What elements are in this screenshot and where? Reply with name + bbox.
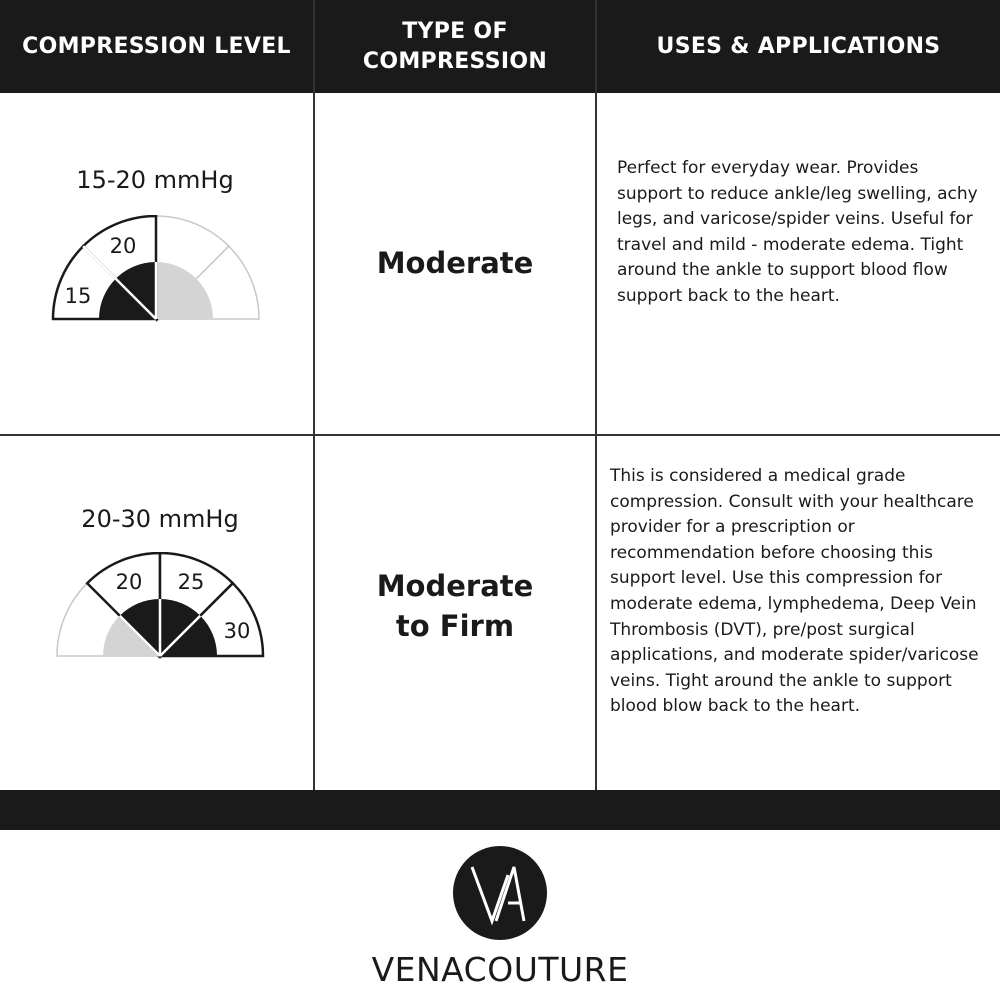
- row2-gauge-label-20: 20: [115, 570, 143, 594]
- row2-gauge-icon: [54, 552, 266, 660]
- row2-description: This is considered a medical grade compression. Consult with your healthcare provider for a prescription or recommendation before choosing this support level. Use this compression for moderate edema, lymphedema, Deep Vein Thrombosis (DVT), pre/post surgical applications, and moderate spider/varicose veins. Tight around the ankle to support blood blow back to the heart.: [610, 466, 979, 717]
- brand-name-part2: COUTURE: [463, 950, 629, 989]
- row2-compression-type: Moderate to Firm: [376, 569, 534, 643]
- row2-gauge-label-30: 30: [223, 619, 251, 643]
- row1-compression-level: 15-20 mmHg: [76, 166, 234, 194]
- header-type-of-compression: TYPE OF COMPRESSION: [362, 18, 548, 74]
- header-uses-applications: USES & APPLICATIONS: [656, 33, 941, 59]
- row1-compression-type: Moderate: [376, 246, 534, 280]
- row1-description: Perfect for everyday wear. Provides support to reduce ankle/leg swelling, achy legs, and varicose/spider veins. Useful for travel and mild - moderate edema. Tight around the ankle to support blood flow support back to the heart.: [617, 158, 978, 306]
- footer-bar: [0, 790, 1000, 830]
- column-divider-1: [313, 0, 315, 790]
- row-divider: [0, 434, 1000, 436]
- row1-gauge-label-20: 20: [109, 234, 137, 258]
- row2-compression-level: 20-30 mmHg: [81, 505, 239, 533]
- row1-gauge-icon: [50, 215, 262, 323]
- row1-gauge-label-15: 15: [64, 284, 92, 308]
- row2-gauge-label-25: 25: [177, 570, 205, 594]
- brand-name: [0, 950, 1000, 989]
- venacouture-logo-icon: [452, 845, 548, 941]
- column-divider-2: [595, 0, 597, 790]
- brand-name-part1: VENA: [371, 950, 464, 989]
- header-compression-level: COMPRESSION LEVEL: [22, 33, 291, 59]
